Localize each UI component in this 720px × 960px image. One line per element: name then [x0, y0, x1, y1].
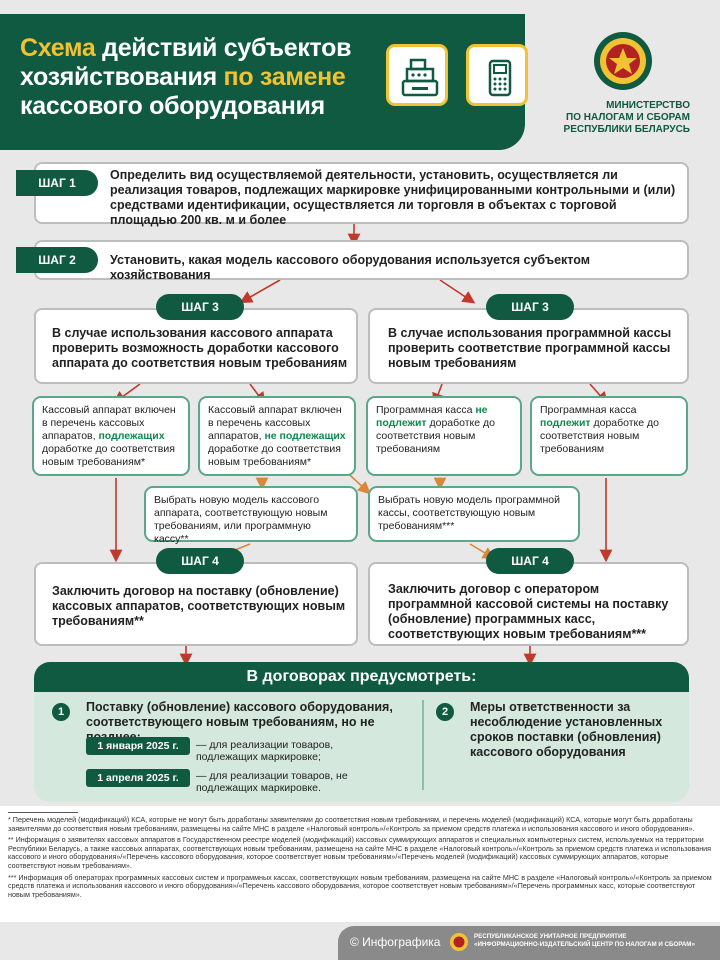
option-text: доработке до соответствия новым требованиям*	[42, 443, 175, 468]
publisher-line-2: «ИНФОРМАЦИОННО-ИЗДАТЕЛЬСКИЙ ЦЕНТР ПО НАЛОГАМ И СБОРАМ»	[474, 941, 695, 948]
title-highlight-1: Схема	[20, 34, 96, 62]
option-text: доработке до соответствия новым требованиям	[540, 417, 659, 455]
infographic-credit: © Инфографика	[350, 935, 441, 949]
step4-right-text: Заключить договор с оператором программной кассовой системы на поставку (обновление) программных касс, соответствующих новым требованиям***	[388, 582, 669, 641]
step4-left-tag: ШАГ 4	[156, 548, 244, 574]
step2-tag: ШАГ 2	[16, 247, 98, 273]
item1-number: 1	[52, 703, 70, 721]
step4-left-text: Заключить договор на поставку (обновление) кассовых аппаратов, соответствующих новым требованиям**	[52, 584, 346, 628]
date1-tag: 1 января 2025 г.	[86, 737, 190, 755]
option-pk-subject	[530, 396, 688, 476]
option-text: Программная касса	[540, 404, 637, 416]
step2-text: Установить, какая модель кассового оборудования используется субъектом хозяйствования	[110, 253, 590, 282]
item1-text: Поставку (обновление) кассового оборудования, соответствующего новым требованиям, но не	[86, 700, 393, 729]
footnote-divider	[8, 812, 78, 813]
option-text: Кассовый аппарат включен в перечень кассовых аппаратов,	[208, 404, 342, 442]
option-ka-not-subject	[198, 396, 356, 476]
step1-tag: ШАГ 1	[16, 170, 98, 196]
title-text-1: действий субъектов	[95, 34, 352, 62]
publisher-name	[474, 933, 714, 949]
publisher-line-1: РЕСПУБЛИКАНСКОЕ УНИТАРНОЕ ПРЕДПРИЯТИЕ	[474, 933, 627, 940]
date2-note: — для реализации товаров, не подлежащих маркировке.	[196, 770, 348, 794]
date1-note: — для реализации товаров, подлежащих маркировке;	[196, 739, 334, 763]
footnote-1: * Перечень моделей (модификаций) КСА, которые не могут быть доработаны заявителями до соответствия новым требованиям, и перечень моделей (модификаций) КСА, которые могут быть доработаны заявителями до соответствия новым требованиям, размещены на сайте МНС в разделе «Налоговый контроль»/«Контроль за приемом средств платежа и использования кассового и иного оборудования».	[8, 815, 695, 833]
option-text: доработке до соответствия новым требованиям*	[208, 443, 341, 468]
title-highlight-2: по замене	[223, 63, 346, 91]
option-text: Кассовый аппарат включен в перечень кассовых аппаратов,	[42, 404, 176, 442]
title-text-2: хозяйствования	[20, 63, 224, 91]
date2-tag: 1 апреля 2025 г.	[86, 769, 190, 787]
item2-number: 2	[436, 703, 454, 721]
footnote-2: ** Информация о заявителях кассовых аппаратов в Государственном реестре моделей (модификаций) кассовых суммирующих аппаратов и специальных компьютерных систем, используемых на территории Республики Беларусь, а также кассовых аппаратах, соответствующих новым требованиям, размещена на сайте МНС в разделе «Налоговый контроль»/«Контроль за приемом средств платежа и использования кассового и иного оборудования»/«Перечень кассового оборудования, которое соответствует новым требованиям»/«Перечень моделей (модификаций) кассовых суммирующих аппаратов, которые соответствуют новым требованиям».	[8, 835, 712, 870]
ministry-line-3: РЕСПУБЛИКИ БЕЛАРУСЬ	[563, 124, 690, 135]
footnotes	[0, 806, 720, 922]
step3-right-text: В случае использования программной кассы проверить соответствие программной кассы новым требованиям	[388, 326, 672, 370]
option-highlight: не подлежащих	[264, 430, 346, 442]
ministry-line-2: ПО НАЛОГАМ И СБОРАМ	[566, 112, 690, 123]
option-choose-pk: Выбрать новую модель программной кассы, соответствующую новым требованиям***	[368, 486, 580, 542]
item2-text: Меры ответственности за несоблюдение установленных сроков поставки (обновления) кассового оборудования	[470, 700, 663, 759]
footnote-3: *** Информация об операторах программных кассовых систем и программных кассах, соответствующих новым требованиям, размещена на сайте МНС в разделе «Налоговый контроль»/«Контроль за приемом средств платежа и использования кассового и иного оборудования»/«Перечень кассового оборудования, которое соответствует новым требованиям»/«Перечень программных касс, которые соответствуют новым требованиям».	[8, 872, 712, 899]
step3-left-text: В случае использования кассового аппарата проверить возможность доработки кассового аппарата до соответствия новым требованиям	[52, 326, 348, 370]
section-divider	[422, 700, 424, 790]
option-highlight: подлежащих	[98, 430, 165, 442]
publisher-logo-icon	[449, 932, 469, 952]
option-highlight: подлежит	[540, 417, 591, 429]
step1-text: Определить вид осуществляемой деятельности, установить, осуществляется ли реализация товаров, подлежащих маркировке унифицированными контрольными и (или) средствами идентификации, осуществляется ли торговля в объектах с торговой площадью 200 кв. м и более	[110, 168, 676, 227]
contract-heading: В договорах предусмотреть:	[34, 662, 689, 692]
option-text: Программная касса	[376, 404, 476, 416]
option-pk-not-subject	[366, 396, 522, 476]
option-highlight: не подлежит	[376, 404, 488, 429]
option-choose-ka: Выбрать новую модель кассового аппарата, соответствующую новым требованиям, или программную кассу**	[144, 486, 358, 542]
ministry-line-1: МИНИСТЕРСТВО	[606, 100, 690, 111]
option-ka-subject	[32, 396, 190, 476]
title-text-3: кассового оборудования	[20, 92, 325, 120]
step3-left-tag: ШАГ 3	[156, 294, 244, 320]
option-text: доработке до соответствия новым требованиям	[376, 417, 495, 455]
step4-right-tag: ШАГ 4	[486, 548, 574, 574]
step3-right-tag: ШАГ 3	[486, 294, 574, 320]
